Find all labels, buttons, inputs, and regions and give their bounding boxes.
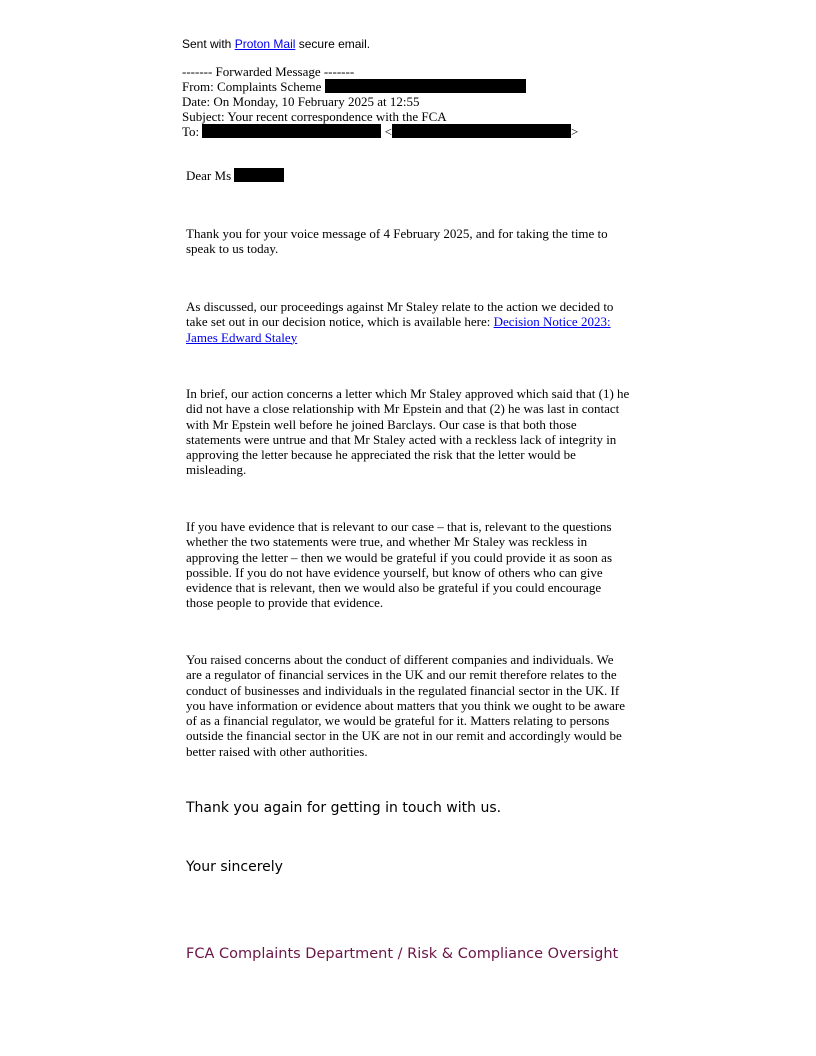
redacted-sender-email: [325, 79, 526, 93]
paragraph-3: In brief, our action concerns a letter which Mr Staley approved which said that (1) he did not have a close relationship with Mr Epstein and that (2) he was last in contact with Mr Epstein well before he joined Barclays. Our case is that both those statements were untrue and that Mr Staley acted with a reckless lack of integrity in approving the letter because he appreciated the risk that the letter would be misleading.: [186, 386, 630, 478]
to-label: To:: [182, 124, 200, 139]
paragraph-4: If you have evidence that is relevant to our case – that is, relevant to the questions whether the two statements were true, and whether Mr Staley was reckless in approving the letter – then we would be grateful if you could provide it as soon as possible. If you do not have evidence yourself, but know of others who can give evidence that is relevant, then we would also be grateful if you could encourage those people to provide that evidence.: [186, 519, 613, 611]
decision-notice-link[interactable]: Decision Notice 2023: James Edward Staley: [186, 314, 611, 345]
subject-line: Subject: Your recent correspondence with the FCA: [182, 109, 447, 124]
sent-prefix: Sent with: [182, 37, 235, 51]
signoff: Your sincerely: [186, 859, 283, 875]
forward-marker: ------- Forwarded Message -------: [182, 64, 355, 79]
to-line: [182, 124, 578, 139]
date-line: Date: On Monday, 10 February 2025 at 12:55: [182, 94, 420, 109]
from-line: [182, 79, 578, 94]
sent-suffix: secure email.: [295, 37, 371, 51]
paragraph-2: [186, 299, 631, 345]
proton-mail-link[interactable]: Proton Mail: [234, 37, 296, 51]
sent-with-line: [182, 37, 370, 51]
paragraph-1: Thank you for your voice message of 4 February 2025, and for taking the time to speak to us today.: [186, 226, 608, 257]
to-gt: >: [571, 124, 579, 139]
signature: FCA Complaints Department / Risk & Compliance Oversight: [186, 946, 619, 962]
greeting-text: Dear Ms: [186, 168, 232, 183]
paragraph-2-text: As discussed, our proceedings against Mr Staley relate to the action we decided to take set out in our decision notice, which is available here:: [186, 299, 614, 330]
redacted-recipient-email: [392, 124, 571, 138]
greeting: [186, 168, 631, 183]
thanks-line: Thank you again for getting in touch with us.: [186, 800, 502, 816]
paragraph-5: You raised concerns about the conduct of different companies and individuals. We are a regulator of financial services in the UK and our remit therefore relates to the conduct of businesses and individuals in the regulated financial sector in the UK. If you have information or evidence about matters that you think we ought to be aware of as a financial regulator, we would be grateful for it. Matters relating to persons outside the financial sector in the UK are not in our remit and accordingly would be better raised with other authorities.: [186, 652, 625, 759]
redacted-recipient-surname: [234, 168, 284, 182]
from-label: From: Complaints Scheme: [182, 79, 322, 94]
to-lt: <: [381, 124, 392, 139]
forward-header: [182, 64, 578, 139]
redacted-recipient-name: [202, 124, 381, 138]
